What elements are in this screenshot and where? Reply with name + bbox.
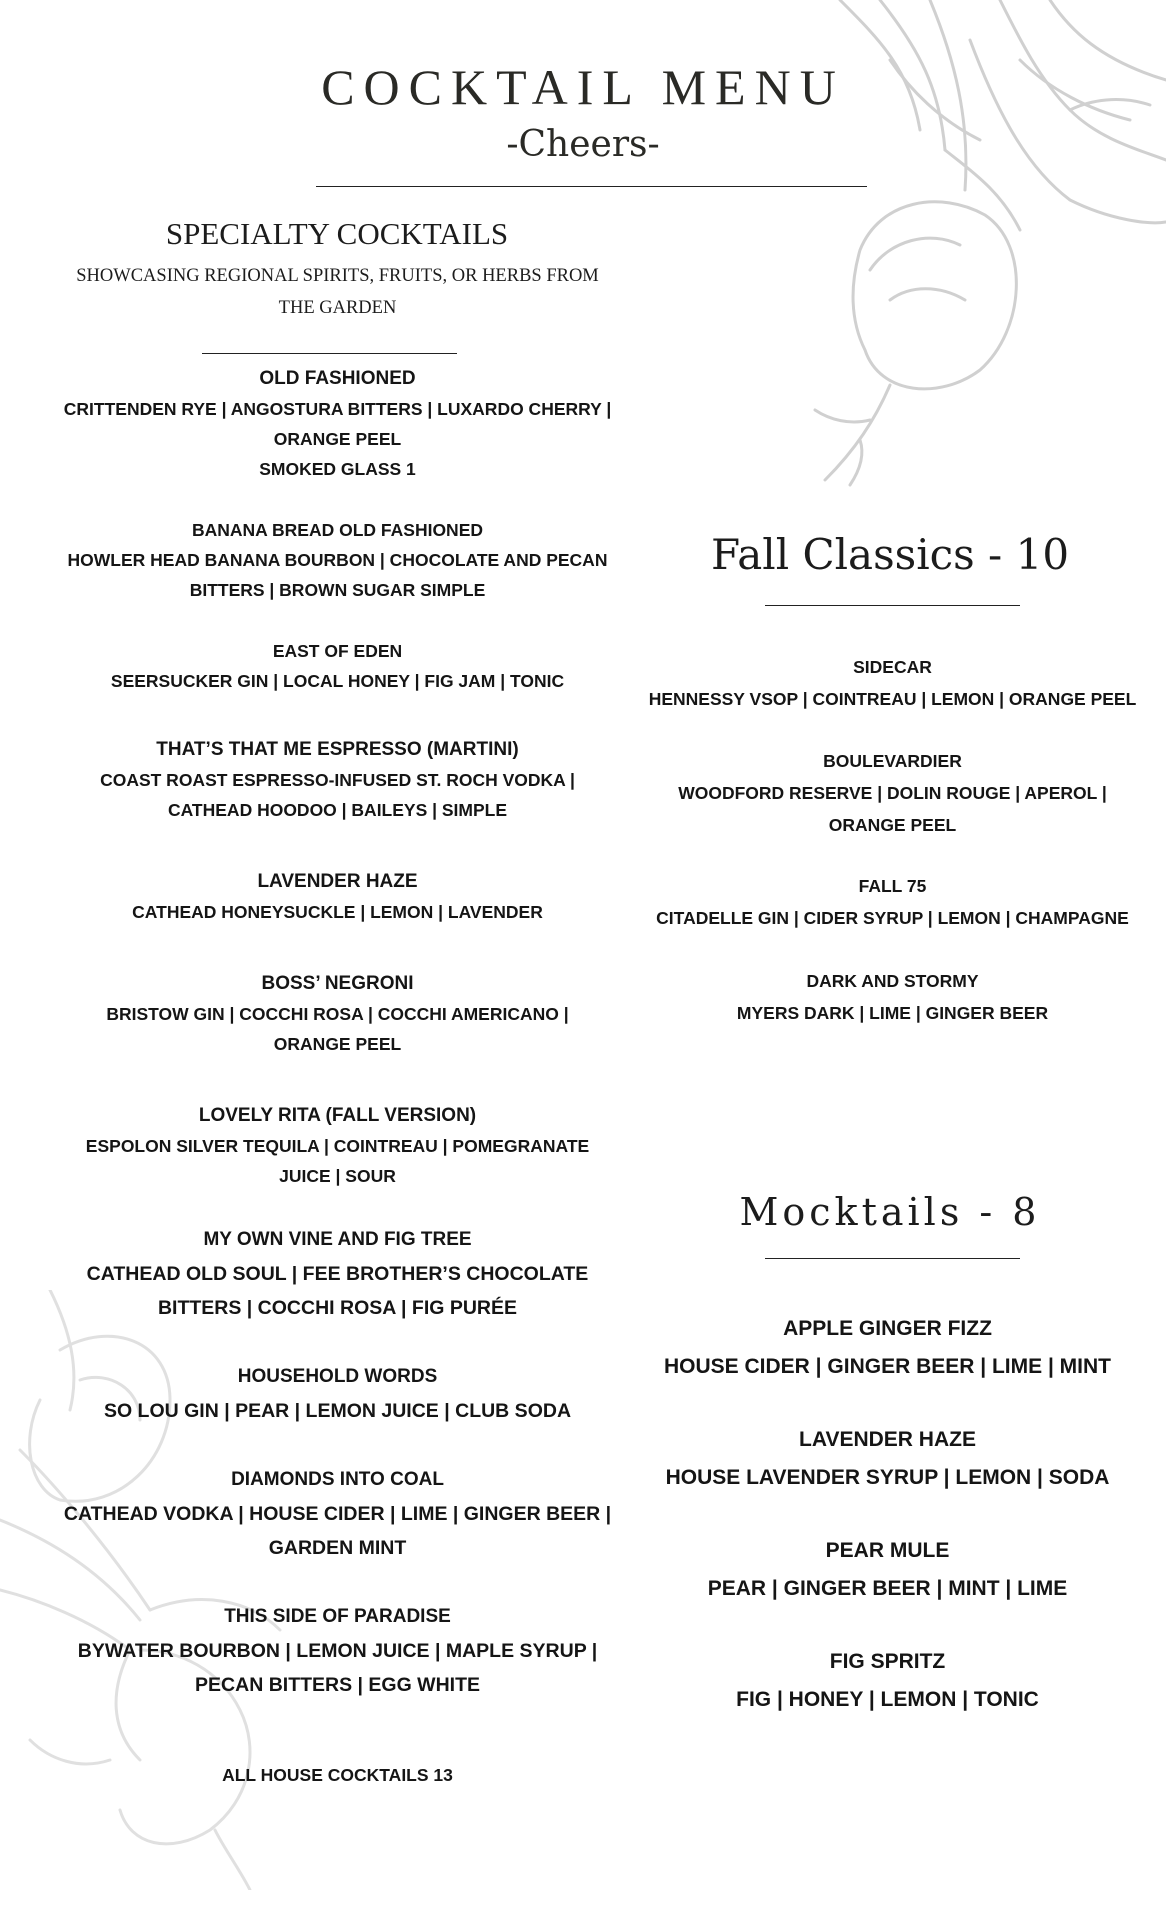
item-name: DIAMONDS INTO COAL xyxy=(231,1469,444,1490)
item-description: FIG | HONEY | LEMON | TONIC xyxy=(736,1688,1039,1711)
fall-classics-heading: Fall Classics - 10 xyxy=(710,530,1070,579)
item-description: BYWATER BOURBON | LEMON JUICE | MAPLE SYRUP | PECAN BITTERS | EGG WHITE xyxy=(77,1640,598,1696)
list-item xyxy=(640,651,1145,715)
specialty-heading: SPECIALTY COCKTAILS xyxy=(165,216,509,251)
item-name: MY OWN VINE AND FIG TREE xyxy=(203,1229,472,1250)
list-item xyxy=(640,1310,1135,1386)
item-description: CATHEAD VODKA | HOUSE CIDER | LIME | GINGER BEER | GARDEN MINT xyxy=(63,1503,612,1559)
specialty-divider xyxy=(202,353,457,354)
list-item xyxy=(60,1101,615,1191)
list-item xyxy=(60,867,615,927)
item-description: CATHEAD OLD SOUL | FEE BROTHER’S CHOCOLATE BITTERS | COCCHI ROSA | FIG PURÉE xyxy=(86,1263,589,1319)
list-item xyxy=(640,870,1145,934)
fall-classics-divider xyxy=(765,605,1020,606)
list-item xyxy=(60,969,615,1059)
mocktails-heading: Mocktails - 8 xyxy=(739,1190,1041,1234)
item-description: PEAR | GINGER BEER | MINT | LIME xyxy=(707,1577,1068,1600)
item-description: CITADELLE GIN | CIDER SYRUP | LEMON | CHAMPAGNE xyxy=(656,908,1129,928)
item-name: THAT’S THAT ME ESPRESSO (MARTINI) xyxy=(156,739,519,760)
mocktails-divider xyxy=(765,1258,1020,1259)
item-name: EAST OF EDEN xyxy=(272,641,403,661)
menu-title: COCKTAIL MENU xyxy=(321,59,845,115)
list-item xyxy=(60,515,615,605)
item-name: APPLE GINGER FIZZ xyxy=(783,1317,992,1340)
item-extra: SMOKED GLASS 1 xyxy=(259,459,416,479)
item-description: MYERS DARK | LIME | GINGER BEER xyxy=(736,1003,1049,1023)
item-description: WOODFORD RESERVE | DOLIN ROUGE | APEROL | ORANGE PEEL xyxy=(678,783,1107,835)
list-item xyxy=(60,636,615,696)
item-name: FALL 75 xyxy=(858,876,927,896)
item-description: SEERSUCKER GIN | LOCAL HONEY | FIG JAM | TONIC xyxy=(110,671,565,691)
item-name: THIS SIDE OF PARADISE xyxy=(224,1606,451,1627)
item-description: CATHEAD HONEYSUCKLE | LEMON | LAVENDER xyxy=(132,902,543,922)
list-item xyxy=(60,1223,615,1325)
item-description: HOUSE CIDER | GINGER BEER | LIME | MINT xyxy=(664,1355,1111,1378)
item-description: HOWLER HEAD BANANA BOURBON | CHOCOLATE AND PECAN BITTERS | BROWN SUGAR SIMPLE xyxy=(67,550,608,600)
item-name: DARK AND STORMY xyxy=(806,971,979,991)
item-description: SO LOU GIN | PEAR | LEMON JUICE | CLUB SODA xyxy=(103,1400,572,1422)
house-cocktails-price: ALL HOUSE COCKTAILS 13 xyxy=(222,1765,453,1785)
header-divider xyxy=(316,186,867,187)
item-name: BANANA BREAD OLD FASHIONED xyxy=(191,520,484,540)
list-item xyxy=(60,735,615,825)
list-item xyxy=(640,745,1145,841)
item-description: BRISTOW GIN | COCCHI ROSA | COCCHI AMERICANO | ORANGE PEEL xyxy=(106,1004,569,1054)
list-item xyxy=(640,1532,1135,1608)
item-name: BOULEVARDIER xyxy=(823,751,962,771)
item-description: COAST ROAST ESPRESSO-INFUSED ST. ROCH VODKA | CATHEAD HOODOO | BAILEYS | SIMPLE xyxy=(100,770,575,820)
list-item xyxy=(640,1643,1135,1719)
list-item xyxy=(60,1600,615,1702)
list-item xyxy=(640,965,1145,1029)
item-name: LAVENDER HAZE xyxy=(257,871,418,892)
item-name: LAVENDER HAZE xyxy=(799,1428,976,1451)
item-name: HOUSEHOLD WORDS xyxy=(237,1366,438,1387)
list-item xyxy=(60,364,615,484)
list-item xyxy=(60,1360,615,1428)
specialty-tagline: SHOWCASING REGIONAL SPIRITS, FRUITS, OR HERBS FROM THE GARDEN xyxy=(76,266,599,318)
item-name: SIDECAR xyxy=(853,657,932,677)
item-name: OLD FASHIONED xyxy=(259,368,416,389)
item-description: ESPOLON SILVER TEQUILA | COINTREAU | POMEGRANATE JUICE | SOUR xyxy=(85,1136,590,1186)
item-description: HENNESSY VSOP | COINTREAU | LEMON | ORANGE PEEL xyxy=(648,689,1137,709)
item-description: HOUSE LAVENDER SYRUP | LEMON | SODA xyxy=(665,1466,1110,1489)
item-name: BOSS’ NEGRONI xyxy=(261,973,414,994)
list-item xyxy=(640,1421,1135,1497)
menu-subtitle: -Cheers- xyxy=(506,124,660,165)
item-name: FIG SPRITZ xyxy=(829,1650,946,1673)
list-item xyxy=(60,1463,615,1565)
item-description: CRITTENDEN RYE | ANGOSTURA BITTERS | LUXARDO CHERRY | ORANGE PEEL xyxy=(63,399,612,449)
item-name: PEAR MULE xyxy=(825,1539,950,1562)
item-name: LOVELY RITA (FALL VERSION) xyxy=(198,1105,477,1126)
